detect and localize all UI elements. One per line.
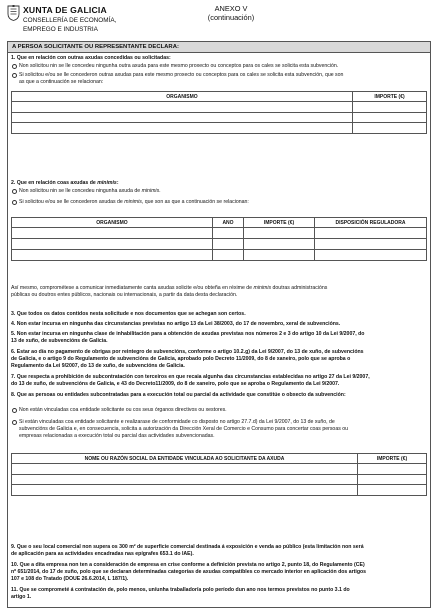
cell-input[interactable] (358, 464, 427, 475)
annex-subtitle: (continuación) (207, 13, 255, 22)
q2-option-yes-label: Si solicitou e/ou se lle concederon axudas de minimis, que son as que a continuación se relacionan: (19, 199, 249, 205)
q1-title: 1. Que en relación con outras axudas concedidas ou solicitadas: (11, 55, 171, 61)
q2-option-no-label: Non solicitou nin se lle concedeu ningunha axuda de minimis. (19, 188, 161, 194)
cell-input[interactable] (358, 474, 427, 485)
table-header-row (12, 218, 427, 228)
item-10-line-3: 107 e 108 do Tratado (DOUE 26.6.2014, L 187/1). (11, 576, 129, 582)
item-10-line-1: 10. Que a dita empresa non ten a consideración de empresa en crise conforme a definición prevista no artigo 2, punto 18, do Regulamento (CE) (11, 562, 365, 568)
cell-input[interactable] (213, 228, 244, 239)
table-row (12, 464, 427, 475)
cell-input[interactable] (213, 250, 244, 261)
q2-option-no-radio[interactable] (12, 189, 17, 194)
q8-option-no-label: Non están vinculadas coa entidade solicitante ou cos seus órganos directivos ou xestores. (19, 407, 227, 413)
item-3: 3. Que todos os datos contidos nesta solicitude e nos documentos que se achegan son certos. (11, 311, 246, 317)
org-name: XUNTA DE GALICIA (23, 5, 107, 15)
cell-input[interactable] (244, 250, 315, 261)
q1-option-yes-label-1: Si solicitou e/ou se lle concederon outras axudas para este mesmo proxecto ou conceptos para os cales se solicita esta subvención, que son (19, 72, 344, 78)
item-9-line-1: 9. Que o seu local comercial non supera os 300 m² de superficie comercial destinada á exposición e venda ao público (esta limitación non será (11, 544, 364, 550)
cell-input[interactable] (315, 228, 427, 239)
item-6-line-1: 6. Estar ao día no pagamento de obrigas por reintegro de subvencións, conforme o artigo 10.2.g) da Lei 9/2007, do 13 de xuño, de subvencións (11, 349, 364, 355)
table-row (12, 102, 427, 113)
department-line-2: EMPREGO E INDUSTRIA (23, 26, 98, 33)
table-row (12, 228, 427, 239)
commitment-line-2: públicas ou doutros entes públicos, nacionais ou internacionais, a partir da data desta declaración. (11, 292, 238, 298)
q8-option-yes-radio[interactable] (12, 420, 17, 425)
department-line-1: CONSELLERÍA DE ECONOMÍA, (23, 17, 117, 24)
col-organismo: ORGANISMO (12, 218, 213, 228)
cell-input[interactable] (12, 474, 358, 485)
cell-input[interactable] (12, 102, 353, 113)
q1-aid-table (11, 91, 427, 134)
table-header-row (12, 92, 427, 102)
cell-input[interactable] (12, 112, 353, 123)
col-nome-razon-social: NOME OU RAZÓN SOCIAL DA ENTIDADE VINCULADA AO SOLICITANTE DA AXUDA (12, 454, 358, 464)
xunta-logo (7, 5, 127, 41)
q2-title: 2. Que en relación coas axudas de minimis: (11, 180, 119, 186)
item-9-line-2: de aplicación para as actividades encadradas nas epígrafes 653.1 do IAE). (11, 551, 194, 557)
cell-input[interactable] (353, 102, 427, 113)
q1-option-yes-label-2: as que a continuación se relacionan: (19, 79, 104, 85)
cell-input[interactable] (12, 464, 358, 475)
cell-input[interactable] (315, 239, 427, 250)
table-row (12, 485, 427, 496)
item-10-line-2: nº 651/2014, do 17 de xuño, polo que se declaran determinadas categorías de axudas compatibles co mercado interior en aplicación dos artigos (11, 569, 367, 575)
table-row (12, 112, 427, 123)
q2-option-yes-radio[interactable] (12, 200, 17, 205)
item-4: 4. Non estar incursa en ningunha das circunstancias previstas no artigo 13 da Lei 38/2003, do 17 de novembro, xeral de subvencións. (11, 321, 341, 327)
cell-input[interactable] (353, 123, 427, 134)
q2-minimis-table (11, 217, 427, 261)
annex-heading (186, 4, 276, 22)
galicia-crest-icon (7, 5, 20, 21)
col-disposicion: DISPOSICIÓN REGULADORA (315, 218, 427, 228)
item-7-line-1: 7. Que respecta a prohibición de subcontratación con terceiros en que recaia algunha das circunstancias establecidas no artigo 27 da Lei 9/2007, (11, 374, 370, 380)
q1-option-no-radio[interactable] (12, 64, 17, 69)
commitment-line-1: Así mesmo, comprométese a comunicar inmediatamente canta axudas solicite e/ou obteña en réxime de minimis doutras administracións (11, 285, 328, 291)
section-title: A PERSOA SOLICITANTE OU REPRESENTANTE DECLARA: (12, 43, 179, 50)
item-5-line-2: 13 de xuño, de subvencións de Galicia. (11, 338, 108, 344)
cell-input[interactable] (12, 123, 353, 134)
cell-input[interactable] (12, 228, 213, 239)
table-row (12, 474, 427, 485)
item-7-line-2: do 13 de xuño, de subvencións de Galicia, e 43 do Decreto11/2009, do 8 de xaneiro, polo que se aproba o Regulamento da Lei 9/2007. (11, 381, 340, 387)
cell-input[interactable] (12, 250, 213, 261)
cell-input[interactable] (353, 112, 427, 123)
item-11-line-1: 11. Que se comprometé á contratación de, polo menos, un/unha traballador/a polo período dun ano nos termos previstos no punto 3.1 do (11, 587, 350, 593)
section-header (7, 41, 431, 53)
col-ano: ANO (213, 218, 244, 228)
cell-input[interactable] (244, 239, 315, 250)
item-6-line-2: de Galicia, e o artigo 9 do Regulamento de subvencións de Galicia, aprobado polo Decreto 11/2009, do 8 de xaneiro, polo que se aproba o (11, 356, 351, 362)
table-row (12, 250, 427, 261)
cell-input[interactable] (315, 250, 427, 261)
item-11-line-2: artigo 1. (11, 594, 32, 600)
q8-option-yes-label-2: subvencións de Galicia e, en consecuencia, solicita a autorización da Dirección Xeral de Comercio e Consumo para concertar coas persoas ou (19, 426, 349, 432)
cell-input[interactable] (358, 485, 427, 496)
table-header-row (12, 454, 427, 464)
annex-title: ANEXO V (214, 4, 248, 13)
item-6-line-3: Regulamento da Lei 9/2007, do 13 de xuño, de subvencións de Galicia. (11, 363, 185, 369)
table-row (12, 123, 427, 134)
q1-option-no-label: Non solicitou nin se lle concedeu ningunha outra axuda para este mesmo proxecto ou conceptos para os cales se solicita esta subvención. (19, 63, 339, 69)
col-importe: IMPORTE (€) (358, 454, 427, 464)
cell-input[interactable] (244, 228, 315, 239)
table-row (12, 239, 427, 250)
cell-input[interactable] (213, 239, 244, 250)
q8-option-yes-label-3: empresas relacionadas a execución total ou parcial das actividades subvencionadas. (19, 433, 215, 439)
col-importe: IMPORTE (€) (244, 218, 315, 228)
q8-option-yes-label-1: Si están vinculadas coa entidade solicitante e realizarase de conformidade co disposto no artigo 27.7.d) da Lei 9/2007, do 13 de xuño, de (19, 419, 335, 425)
q8-entities-table (11, 453, 427, 496)
cell-input[interactable] (12, 239, 213, 250)
q8-option-no-radio[interactable] (12, 408, 17, 413)
item-5-line-1: 5. Non estar incursa en ningunha clase de inhabilitación para a obtención de axudas previstas nos números 2 e 3 do artigo 10 da Lei 9/2007, do (11, 331, 365, 337)
col-organismo: ORGANISMO (12, 92, 353, 102)
item-8: 8. Que as persoas ou entidades subcontratadas para a execución total ou parcial da actividade que constitúe o obxecto da subvención: (11, 392, 346, 398)
col-importe: IMPORTE (€) (353, 92, 427, 102)
q1-option-yes-radio[interactable] (12, 73, 17, 78)
cell-input[interactable] (12, 485, 358, 496)
